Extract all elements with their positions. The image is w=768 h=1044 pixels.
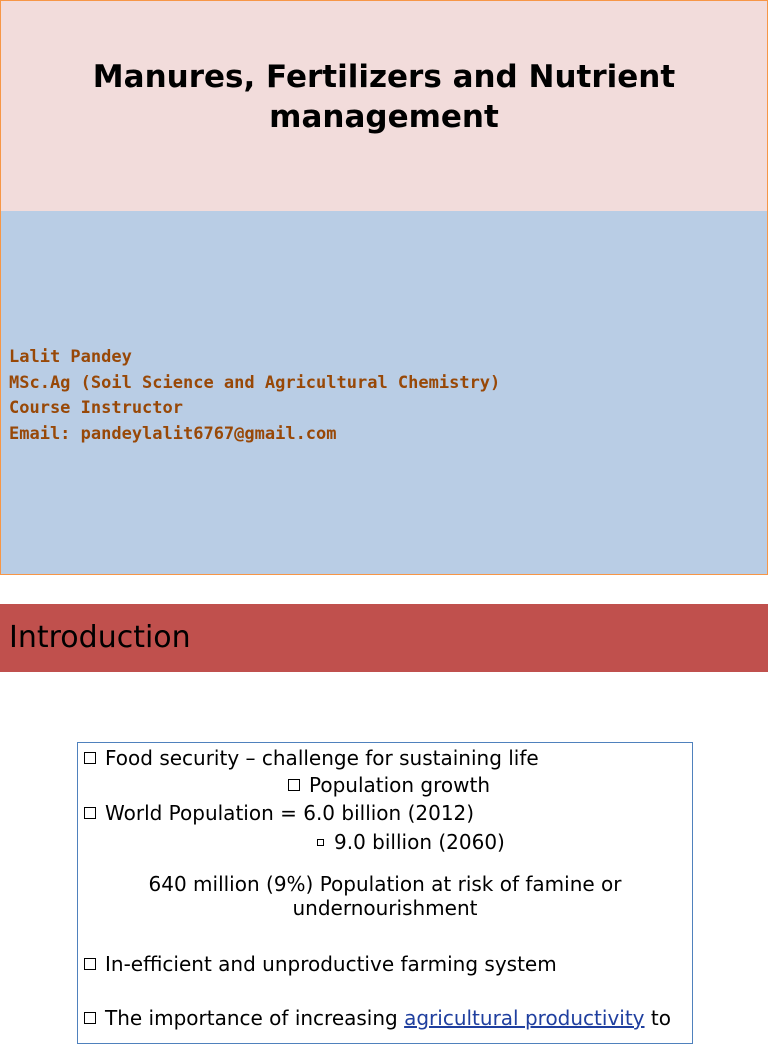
list-item xyxy=(84,1006,671,1030)
author-name: Lalit Pandey xyxy=(9,347,132,367)
checkbox-bullet-icon xyxy=(288,779,300,791)
author-info-panel xyxy=(0,211,768,575)
list-item xyxy=(317,830,505,854)
importance-suffix-text: to xyxy=(644,1006,671,1030)
famine-line-2: undernourishment xyxy=(292,896,478,920)
list-item xyxy=(84,952,557,976)
introduction-content-box xyxy=(77,742,693,1044)
food-security-text: Food security – challenge for sustaining life xyxy=(105,746,539,770)
checkbox-bullet-icon xyxy=(84,1012,96,1024)
famine-line-1: 640 million (9%) Population at risk of famine or xyxy=(148,872,622,896)
author-email[interactable]: Email: pandeylalit6767@gmail.com xyxy=(9,423,337,444)
title-line-2: management xyxy=(269,99,499,135)
presentation-title xyxy=(1,57,767,137)
agricultural-productivity-link[interactable]: agricultural productivity xyxy=(404,1006,645,1030)
small-square-bullet-icon xyxy=(317,839,324,846)
title-slide-header xyxy=(0,0,768,212)
farming-system-text: In-efficient and unproductive farming system xyxy=(105,952,557,976)
population-growth-text: Population growth xyxy=(309,773,491,797)
introduction-heading-bar xyxy=(0,604,768,672)
introduction-heading: Introduction xyxy=(9,620,191,655)
checkbox-bullet-icon xyxy=(84,958,96,970)
population-projection-text: 9.0 billion (2060) xyxy=(334,830,505,854)
author-degree: MSc.Ag (Soil Science and Agricultural Chemistry) xyxy=(9,372,501,393)
importance-prefix-text: The importance of increasing xyxy=(105,1006,405,1030)
title-line-1: Manures, Fertilizers and Nutrient xyxy=(92,59,676,95)
famine-statement xyxy=(78,872,692,920)
checkbox-bullet-icon xyxy=(84,752,96,764)
list-item xyxy=(84,801,474,825)
world-population-text: World Population = 6.0 billion (2012) xyxy=(105,801,475,825)
list-item xyxy=(84,746,539,770)
author-role: Course Instructor xyxy=(9,398,183,418)
checkbox-bullet-icon xyxy=(84,807,96,819)
author-details xyxy=(9,345,500,447)
list-item xyxy=(288,773,490,797)
